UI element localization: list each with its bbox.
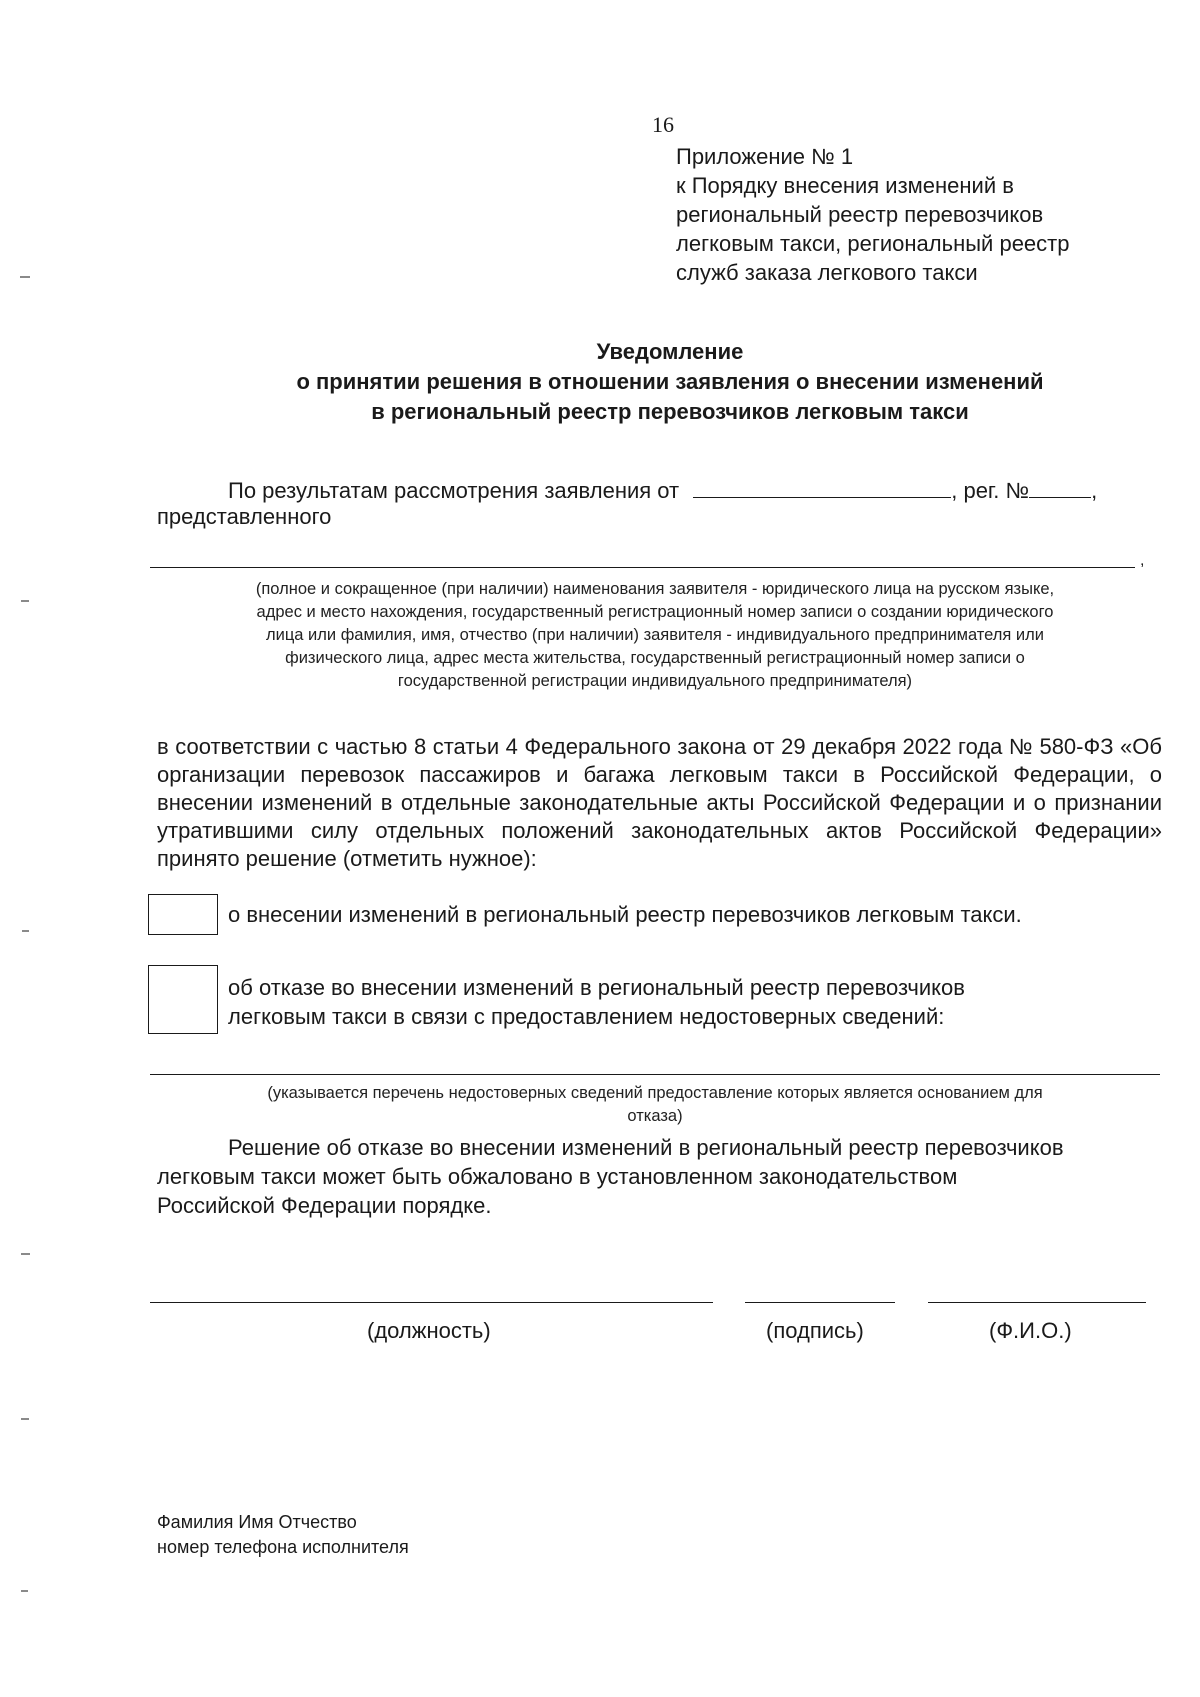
- appendix-line: региональный реестр перевозчиков: [676, 202, 1044, 227]
- intro-line: [228, 478, 1097, 504]
- note-line: (полное и сокращенное (при наличии) наименования заявителя - юридического лица на русском языке,: [255, 580, 1055, 598]
- scan-speck: [22, 930, 29, 932]
- scan-speck: [21, 1418, 29, 1420]
- reg-number-blank[interactable]: [1029, 479, 1091, 498]
- signature-blank[interactable]: [745, 1302, 895, 1303]
- page-number: 16: [652, 112, 674, 137]
- appeal-line: Российской Федерации порядке.: [157, 1193, 492, 1218]
- applicant-note: [150, 578, 1160, 693]
- note-line: адрес и место нахождения, государственный регистрационный номер записи о создании юридического: [256, 603, 1054, 621]
- note-line: государственной регистрации индивидуального предпринимателя): [397, 672, 913, 690]
- position-blank[interactable]: [150, 1302, 713, 1303]
- intro-trailing-comma: ,: [1091, 478, 1098, 503]
- accept-checkbox[interactable]: [148, 894, 218, 935]
- refusal-reasons-blank[interactable]: [150, 1074, 1160, 1075]
- refuse-option-label-2: легковым такси в связи с предоставлением недостоверных сведений:: [228, 1004, 945, 1029]
- signature-label: (подпись): [766, 1318, 864, 1343]
- title-line: в региональный реестр перевозчиков легковым такси: [371, 399, 969, 424]
- refuse-option-label-1: об отказе во внесении изменений в региональный реестр перевозчиков: [228, 975, 965, 1000]
- title-line: о принятии решения в отношении заявления о внесении изменений: [296, 369, 1044, 394]
- appendix-line: к Порядку внесения изменений в: [676, 173, 1014, 198]
- reg-number-label: , рег. №: [951, 478, 1030, 503]
- scan-speck: [21, 600, 29, 602]
- presented-label: представленного: [157, 504, 332, 529]
- full-name-blank[interactable]: [928, 1302, 1146, 1303]
- accept-option-label: о внесении изменений в региональный реестр перевозчиков легковым такси.: [228, 902, 1022, 927]
- appendix-line: легковым такси, региональный реестр: [676, 231, 1070, 256]
- note-line: (указывается перечень недостоверных сведений предоставление которых является основанием для: [267, 1084, 1043, 1102]
- note-line: лица или фамилия, имя, отчество (при наличии) заявителя - индивидуального предпринимателя или: [266, 626, 1044, 644]
- full-name-label: (Ф.И.О.): [989, 1318, 1072, 1343]
- scan-speck: [20, 276, 30, 278]
- note-line: отказа): [627, 1107, 683, 1125]
- appendix-line: Приложение № 1: [676, 144, 854, 169]
- appendix-line: служб заказа легкового такси: [676, 260, 978, 285]
- scan-speck: [21, 1590, 28, 1592]
- appeal-line: легковым такси может быть обжаловано в установленном законодательством: [157, 1164, 958, 1189]
- appeal-line: Решение об отказе во внесении изменений в региональный реестр перевозчиков: [228, 1135, 1064, 1160]
- scan-speck: [21, 1253, 30, 1255]
- document-title: [150, 337, 1190, 427]
- executor-info: [157, 1510, 409, 1560]
- legal-basis-paragraph: в соответствии с частью 8 статьи 4 Федерального закона от 29 декабря 2022 года № 580-ФЗ «Об организации перевозок пассажиров и багажа легковым такси в Российской Федерации, о внесении изменений в отдельные законодательные акты Российской Федерации и о признании утратившими силу отдельных положений законодательных актов Российской Федерации» принято решение (отметить нужное):: [157, 734, 1162, 871]
- executor-name: Фамилия Имя Отчество: [157, 1512, 357, 1532]
- applicant-name-blank[interactable]: [150, 567, 1135, 568]
- intro-prefix: По результатам рассмотрения заявления от: [228, 478, 680, 503]
- title-line: Уведомление: [596, 339, 744, 364]
- position-label: (должность): [367, 1318, 491, 1343]
- note-line: физического лица, адрес места жительства, государственный регистрационный номер записи о: [285, 649, 1025, 667]
- executor-phone: номер телефона исполнителя: [157, 1537, 409, 1557]
- application-date-blank[interactable]: [693, 479, 951, 498]
- refusal-note: [150, 1082, 1160, 1128]
- rule-comma: ,: [1140, 552, 1145, 569]
- appeal-paragraph: [157, 1133, 1157, 1220]
- refuse-checkbox[interactable]: [148, 965, 218, 1034]
- appendix-header: [676, 142, 1156, 287]
